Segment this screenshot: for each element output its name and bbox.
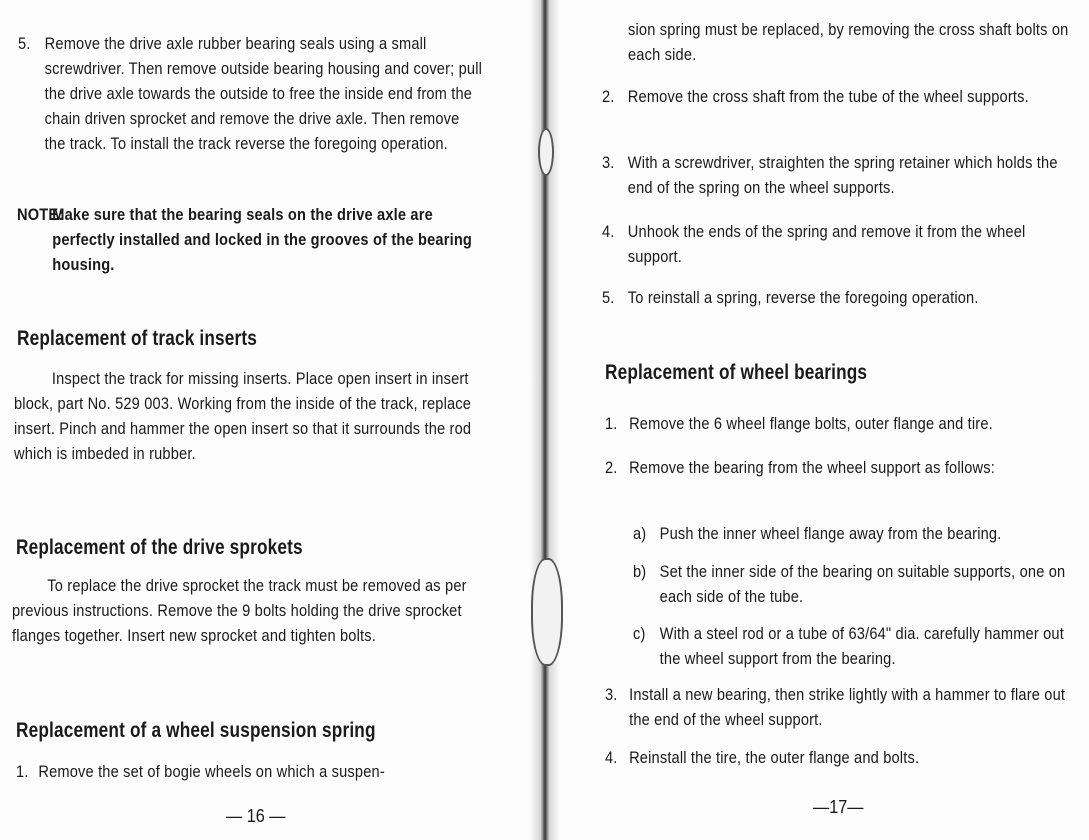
spring-step-2-number: 2. [602,87,615,106]
bearing-substep-a [633,521,1089,546]
booklet-spine [530,0,560,840]
step-5-text: Remove the drive axle rubber bearing seals using a small screwdriver. Then remove outside bearing housing and cover; pull the drive axle towards the outside to free the inside end from the chain driven sprocket and remove the drive axle. Then remove the track. To install the track reverse the foregoing operation. [44,34,483,153]
spring-step-1-continued: sion spring must be replaced, by removing the cross shaft bolts on each side. [628,20,1069,64]
bearing-step-1-text: Remove the 6 wheel flange bolts, outer flange and tire. [629,414,993,433]
substep-b-label: b) [633,562,647,581]
bearing-substep-b [633,559,1078,609]
bearing-step-3-text: Install a new bearing, then strike lightly with a hammer to flare out the end of the wheel support. [629,685,1066,729]
bearing-step-4 [605,745,1076,770]
bearing-substep-c [633,621,1078,671]
bearing-step-4-text: Reinstall the tire, the outer flange and bolts. [629,748,920,767]
step-5 [18,31,482,156]
note [17,202,487,277]
spring-step-3-number: 3. [602,153,615,172]
substep-c-label: c) [633,624,646,643]
staple-top [538,128,554,176]
spring-step-4-text: Unhook the ends of the spring and remove it from the wheel support. [627,222,1026,266]
right-page [548,0,1089,840]
bearing-step-1-number: 1. [605,414,618,433]
substep-b-text: Set the inner side of the bearing on suitable supports, one on each side of the tube. [659,562,1066,606]
spring-step-2-text: Remove the cross shaft from the tube of the wheel supports. [627,87,1029,106]
bearing-step-2 [605,455,1076,480]
spring-step-3 [602,150,1073,200]
page-number-left: — 16 — [226,806,286,826]
bearing-step-3 [605,682,1076,732]
track-inserts-paragraph: Inspect the track for missing inserts. Place open insert in insert block, part No. 529 003. Working from the inside of the track, replace insert. Pinch and hammer the open insert so that it surrounds the rod which is imbeded in rubber. [14,369,472,463]
note-label: NOTE: [17,205,64,224]
substep-a-text: Push the inner wheel flange away from the bearing. [659,524,1002,543]
spring-step-5-text: To reinstall a spring, reverse the foregoing operation. [627,288,979,307]
substep-c-text: With a steel rod or a tube of 63/64" dia. carefully hammer out the wheel support from the bearing. [659,624,1064,668]
bearing-step-3-number: 3. [605,685,618,704]
bearing-step-4-number: 4. [605,748,618,767]
spring-step-2 [602,84,1073,109]
spring-step-5 [602,285,1084,310]
heading-track-inserts: Replacement of track inserts [17,327,258,350]
spring-step-5-number: 5. [602,288,615,307]
heading-drive-sprokets: Replacement of the drive sprokets [16,536,303,559]
note-text: Make sure that the bearing seals on the drive axle are perfectly installed and locked in the grooves of the bearing housing. [52,205,473,274]
substep-a-label: a) [633,524,647,543]
step-5-number: 5. [18,34,31,53]
bearing-step-2-number: 2. [605,458,618,477]
bearing-step-2-text: Remove the bearing from the wheel support as follows: [629,458,995,477]
spring-step-4-number: 4. [602,222,615,241]
spring-step-1-text: Remove the set of bogie wheels on which a suspen- [38,762,385,781]
staple-bottom [531,558,563,666]
spring-step-4 [602,219,1073,269]
drive-sprokets-paragraph: To replace the drive sprocket the track must be removed as per previous instructions. Remove the 9 bolts holding the drive sprocket flanges together. Insert new sprocket and tighten bolts. [12,576,467,645]
bearing-step-1 [605,411,1087,436]
spring-step-1-number: 1. [16,762,29,781]
spring-step-1 [16,759,487,784]
spring-step-3-text: With a screwdriver, straighten the spring retainer which holds the end of the spring on the wheel supports. [627,153,1058,197]
heading-wheel-bearings: Replacement of wheel bearings [605,361,868,384]
heading-suspension-spring: Replacement of a wheel suspension spring [16,719,376,742]
page-number-right: —17— [813,797,864,817]
left-page [0,0,540,840]
